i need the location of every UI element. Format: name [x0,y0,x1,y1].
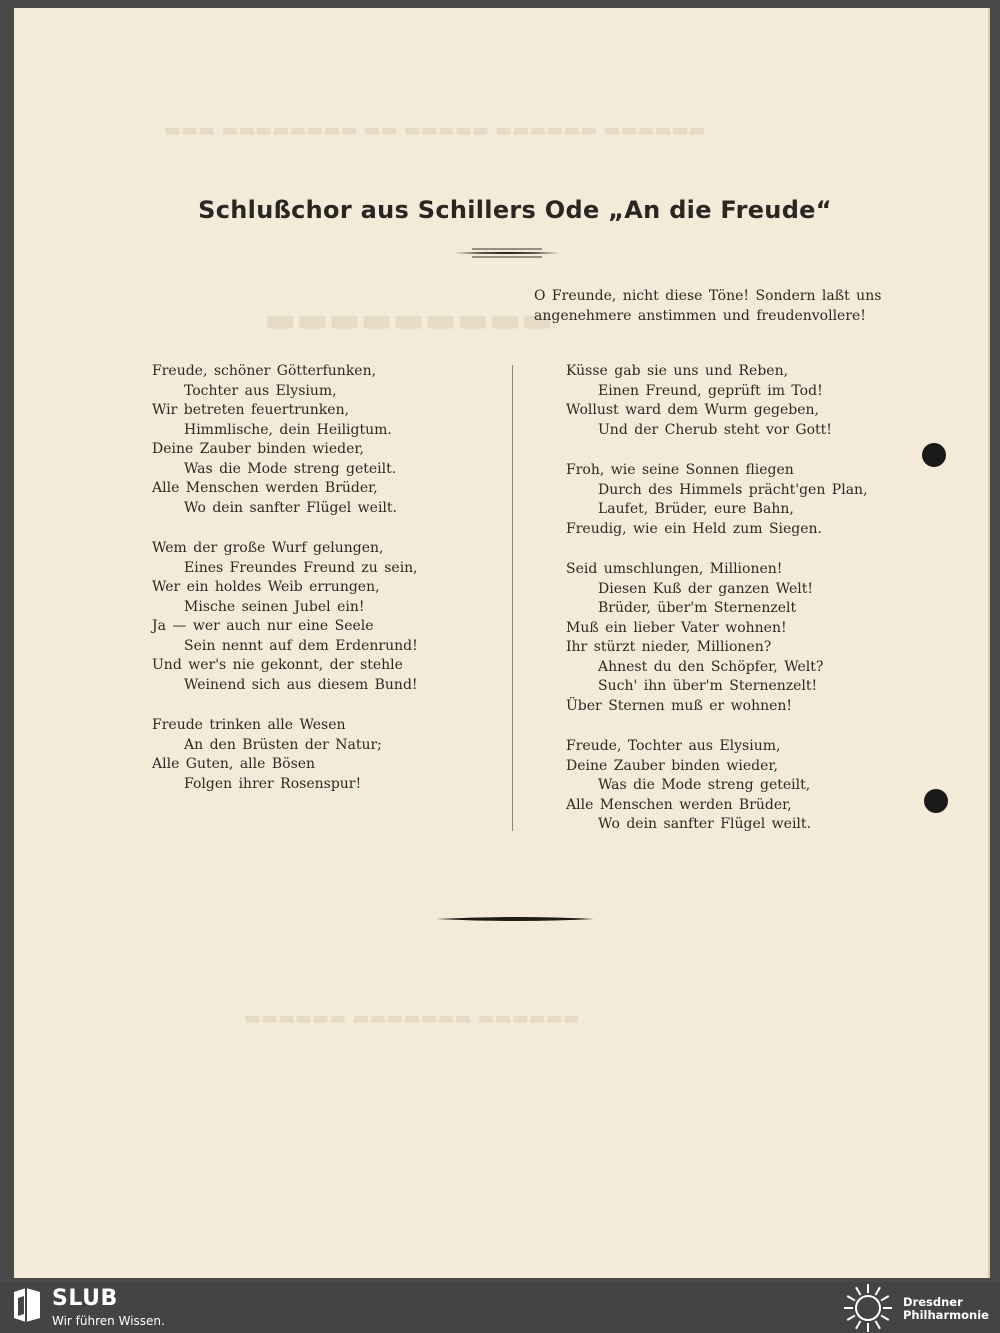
verse-line: Such' ihn über'm Sternenzelt! [598,678,818,694]
verse-line: Deine Zauber binden wieder, [152,441,364,457]
bleed-through-text: ▬▬▬ ▬▬▬▬▬▬▬▬ ▬▬ ▬▬▬▬▬ ▬▬▬▬▬▬ ▬▬▬▬▬▬ [164,120,706,141]
verse-line: Wollust ward dem Wurm gegeben, [566,402,819,418]
verse-line: Mische seinen Jubel ein! [184,598,365,615]
verse-line: Wir betreten feuertrunken, [152,402,350,418]
verse-line: Was die Mode streng geteilt. [184,460,397,477]
verse-line: Ihr stürzt nieder, Millionen? [566,639,772,655]
title-ornament [452,247,562,261]
verse-line: Sein nennt auf dem Erdenrund! [184,637,418,654]
stanza [152,362,418,518]
page-title: Schlußchor aus Schillers Ode „An die Freude“ [198,196,832,224]
stanza [152,539,418,695]
slub-logo-icon[interactable] [12,1288,42,1322]
verse-line: An den Brüsten der Natur; [184,736,382,753]
partner-name[interactable] [903,1296,989,1322]
verse-line: Freude trinken alle Wesen [152,717,346,733]
stanza [566,461,868,539]
verse-line: Weinend sich aus diesem Bund! [184,676,418,693]
verse-line: Eines Freundes Freund zu sein, [184,559,418,576]
stanza [566,560,868,716]
philharmonie-logo-icon[interactable] [842,1284,894,1332]
verse-line: Himmlische, dein Heiligtum. [184,421,392,438]
verse-line: Wo dein sanfter Flügel weilt. [184,499,397,516]
verse-line: Alle Menschen werden Brüder, [152,480,378,496]
verse-line: Über Sternen muß er wohnen! [566,697,793,714]
library-name[interactable]: SLUB [52,1286,118,1311]
partner-name-line1: Dresdner [903,1295,963,1309]
verse-line: Wem der große Wurf gelungen, [152,540,384,556]
verse-line: Und der Cherub steht vor Gott! [598,421,832,438]
verse-line: Diesen Kuß der ganzen Welt! [598,580,813,597]
bleed-through-text: ▬▬▬▬▬▬▬▬▬ [264,300,554,340]
stanza [152,716,418,794]
verse-line: Ahnest du den Schöpfer, Welt? [598,658,824,675]
verse-line: Durch des Himmels prächt'gen Plan, [598,481,868,498]
intro-text: O Freunde, nicht diese Töne! Sondern laßt uns angenehmere anstimmen und freudenvollere! [534,288,882,324]
verse-line: Freude, Tochter aus Elysium, [566,738,781,754]
closing-ornament-rule [436,914,594,924]
verse-line: Und wer's nie gekonnt, der stehle [152,657,403,673]
verse-line: Deine Zauber binden wieder, [566,757,778,774]
punch-hole [924,789,948,813]
stanza [566,737,868,835]
right-column [566,362,868,856]
verse-line: Muß ein lieber Vater wohnen! [566,619,787,636]
punch-hole [922,443,946,467]
bleed-through-text: ▬▬▬▬▬▬ ▬▬▬▬▬▬▬ ▬▬▬▬▬▬ [244,1008,580,1029]
verse-line: Brüder, über'm Sternenzelt [598,600,797,616]
verse-line: Laufet, Brüder, eure Bahn, [598,501,794,517]
verse-line: Was die Mode streng geteilt, [598,777,811,793]
partner-name-line2: Philharmonie [903,1308,989,1322]
library-tagline: Wir führen Wissen. [52,1314,165,1328]
verse-line: Alle Menschen werden Brüder, [566,796,792,813]
verse-line: Einen Freund, geprüft im Tod! [598,382,823,399]
stanza [566,362,868,440]
verse-line: Freude, schöner Götterfunken, [152,363,377,379]
verse-line: Freudig, wie ein Held zum Siegen. [566,520,823,537]
verse-line: Folgen ihrer Rosenspur! [184,775,362,792]
column-divider [512,365,513,831]
left-column [152,362,418,815]
verse-line: Alle Guten, alle Bösen [152,756,316,772]
verse-line: Küsse gab sie uns und Reben, [566,363,789,379]
verse-line: Seid umschlungen, Millionen! [566,561,783,577]
verse-line: Froh, wie seine Sonnen fliegen [566,462,794,478]
footer-bar [0,1282,1000,1333]
verse-line: Wer ein holdes Weib errungen, [152,579,380,595]
verse-line: Ja — wer auch nur eine Seele [152,618,374,634]
verse-line: Tochter aus Elysium, [184,382,337,399]
verse-line: Wo dein sanfter Flügel weilt. [598,816,811,832]
